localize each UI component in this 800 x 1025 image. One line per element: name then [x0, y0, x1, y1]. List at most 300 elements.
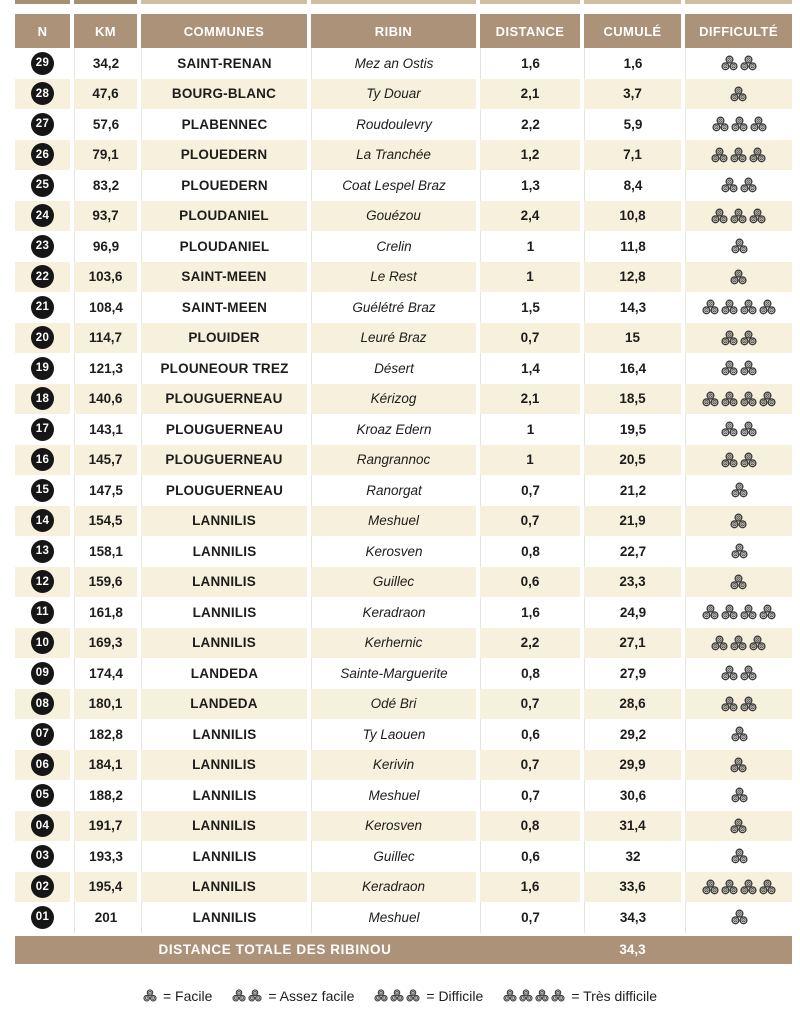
ribin-cell: Ty Douar	[311, 79, 476, 110]
row-number-badge: 06	[31, 753, 54, 776]
difficulty-cell	[685, 262, 792, 293]
commune-cell: BOURG-BLANC	[141, 79, 307, 110]
commune-cell: LANNILIS	[141, 628, 307, 659]
legend-label: = Assez facile	[268, 987, 355, 1004]
distance-cell: 0,7	[480, 902, 580, 933]
difficulty-rating	[730, 574, 747, 590]
ribin-cell: Kerosven	[311, 536, 476, 567]
cumule-cell: 28,6	[584, 689, 681, 720]
distance-cell: 1,5	[480, 292, 580, 323]
table-row	[15, 140, 792, 171]
triskelion-icon	[740, 665, 757, 681]
km-cell: 147,5	[74, 475, 137, 506]
row-number-cell	[15, 872, 70, 903]
triskelion-icon	[759, 879, 776, 895]
triskelion-icon	[731, 238, 748, 254]
ribin-cell: Le Rest	[311, 262, 476, 293]
row-number-cell	[15, 658, 70, 689]
strip-cell	[15, 0, 70, 4]
distance-cell: 0,7	[480, 475, 580, 506]
table-row	[15, 719, 792, 750]
row-number-cell	[15, 475, 70, 506]
triskelion-icon	[759, 391, 776, 407]
row-number-cell	[15, 445, 70, 476]
triskelion-icon	[712, 116, 729, 132]
commune-cell: LANNILIS	[141, 506, 307, 537]
row-number-cell	[15, 79, 70, 110]
commune-cell: SAINT-MEEN	[141, 292, 307, 323]
ribin-cell: Kroaz Edern	[311, 414, 476, 445]
distance-cell: 1	[480, 262, 580, 293]
commune-cell: LANDEDA	[141, 658, 307, 689]
difficulty-rating	[702, 391, 776, 407]
table-row	[15, 506, 792, 537]
difficulty-cell	[685, 780, 792, 811]
cumule-cell: 15	[584, 323, 681, 354]
row-number-badge: 28	[31, 82, 54, 105]
legend-item	[232, 988, 354, 1004]
cumule-cell: 1,6	[584, 48, 681, 79]
commune-cell: LANNILIS	[141, 780, 307, 811]
triskelion-icon	[711, 147, 728, 163]
ribin-cell: Kerhernic	[311, 628, 476, 659]
difficulty-cell	[685, 506, 792, 537]
triskelion-icon	[721, 696, 738, 712]
table-row	[15, 750, 792, 781]
table-row	[15, 475, 792, 506]
row-number-badge: 23	[31, 235, 54, 258]
table-row	[15, 658, 792, 689]
legend-label: = Très difficile	[571, 987, 658, 1004]
table-row	[15, 689, 792, 720]
difficulty-rating	[721, 177, 757, 193]
row-number-cell	[15, 231, 70, 262]
ribin-cell: Meshuel	[311, 506, 476, 537]
triskelion-icon	[731, 909, 748, 925]
row-number-badge: 16	[31, 448, 54, 471]
difficulty-rating	[711, 635, 766, 651]
cropped-row-strip	[15, 0, 792, 4]
km-cell: 182,8	[74, 719, 137, 750]
table-row	[15, 48, 792, 79]
row-number-cell	[15, 750, 70, 781]
commune-cell: LANNILIS	[141, 872, 307, 903]
triskelion-icon	[731, 482, 748, 498]
distance-cell: 1,3	[480, 170, 580, 201]
triskelion-icon	[503, 989, 517, 1002]
distance-cell: 1,4	[480, 353, 580, 384]
difficulty-rating	[731, 787, 748, 803]
difficulty-rating	[143, 989, 157, 1002]
cumule-cell: 5,9	[584, 109, 681, 140]
ribinou-distance-table	[15, 0, 792, 964]
footer-total-value: 34,3	[619, 942, 646, 957]
table-row	[15, 872, 792, 903]
difficulty-cell	[685, 902, 792, 933]
table-row	[15, 292, 792, 323]
row-number-badge: 20	[31, 326, 54, 349]
distance-cell: 1	[480, 414, 580, 445]
cumule-cell: 23,3	[584, 567, 681, 598]
table-row	[15, 231, 792, 262]
row-number-badge: 14	[31, 509, 54, 532]
ribin-cell: Gouézou	[311, 201, 476, 232]
distance-cell: 0,7	[480, 750, 580, 781]
cumule-cell: 7,1	[584, 140, 681, 171]
distance-cell: 0,6	[480, 567, 580, 598]
cumule-cell: 29,9	[584, 750, 681, 781]
cumule-cell: 27,1	[584, 628, 681, 659]
row-number-cell	[15, 48, 70, 79]
difficulty-rating	[730, 269, 747, 285]
triskelion-icon	[740, 879, 757, 895]
cumule-cell: 11,8	[584, 231, 681, 262]
ribin-cell: Guillec	[311, 841, 476, 872]
cumule-cell: 29,2	[584, 719, 681, 750]
difficulty-cell	[685, 231, 792, 262]
triskelion-icon	[740, 330, 757, 346]
row-number-badge: 29	[31, 52, 54, 75]
km-cell: 34,2	[74, 48, 137, 79]
triskelion-icon	[721, 421, 738, 437]
triskelion-icon	[232, 989, 246, 1002]
difficulty-cell	[685, 292, 792, 323]
triskelion-icon	[749, 635, 766, 651]
distance-cell: 1,6	[480, 597, 580, 628]
commune-cell: LANNILIS	[141, 567, 307, 598]
ribin-cell: Odé Bri	[311, 689, 476, 720]
triskelion-icon	[721, 665, 738, 681]
km-cell: 193,3	[74, 841, 137, 872]
difficulty-rating	[721, 330, 757, 346]
commune-cell: PLOUGUERNEAU	[141, 414, 307, 445]
row-number-badge: 10	[31, 631, 54, 654]
row-number-cell	[15, 170, 70, 201]
distance-cell: 2,4	[480, 201, 580, 232]
distance-cell: 2,2	[480, 628, 580, 659]
commune-cell: LANDEDA	[141, 689, 307, 720]
header-km: KM	[74, 14, 137, 48]
row-number-cell	[15, 353, 70, 384]
triskelion-icon	[721, 55, 738, 71]
table-row	[15, 445, 792, 476]
table-row	[15, 780, 792, 811]
row-number-badge: 02	[31, 875, 54, 898]
row-number-badge: 24	[31, 204, 54, 227]
difficulty-cell	[685, 750, 792, 781]
difficulty-rating	[503, 989, 565, 1002]
triskelion-icon	[731, 116, 748, 132]
km-cell: 195,4	[74, 872, 137, 903]
difficulty-rating	[731, 726, 748, 742]
commune-cell: SAINT-RENAN	[141, 48, 307, 79]
commune-cell: PLOUNEOUR TREZ	[141, 353, 307, 384]
km-cell: 143,1	[74, 414, 137, 445]
triskelion-icon	[730, 574, 747, 590]
row-number-cell	[15, 262, 70, 293]
table-row	[15, 414, 792, 445]
row-number-cell	[15, 567, 70, 598]
commune-cell: LANNILIS	[141, 536, 307, 567]
ribin-cell: Coat Lespel Braz	[311, 170, 476, 201]
row-number-badge: 27	[31, 113, 54, 136]
legend-item	[503, 988, 657, 1004]
row-number-cell	[15, 292, 70, 323]
ribin-cell: Keradraon	[311, 872, 476, 903]
triskelion-icon	[740, 391, 757, 407]
km-cell: 140,6	[74, 384, 137, 415]
row-number-cell	[15, 506, 70, 537]
commune-cell: PLOUDANIEL	[141, 201, 307, 232]
distance-cell: 0,8	[480, 811, 580, 842]
header-cumule: CUMULÉ	[584, 14, 681, 48]
difficulty-rating	[721, 55, 757, 71]
triskelion-icon	[702, 391, 719, 407]
triskelion-icon	[721, 299, 738, 315]
difficulty-rating	[721, 665, 757, 681]
triskelion-icon	[730, 208, 747, 224]
difficulty-cell	[685, 201, 792, 232]
ribin-cell: Keradraon	[311, 597, 476, 628]
difficulty-cell	[685, 48, 792, 79]
triskelion-icon	[730, 86, 747, 102]
row-number-badge: 09	[31, 662, 54, 685]
distance-cell: 1,6	[480, 872, 580, 903]
distance-cell: 0,6	[480, 719, 580, 750]
triskelion-icon	[730, 757, 747, 773]
commune-cell: PLABENNEC	[141, 109, 307, 140]
strip-cell	[74, 0, 137, 4]
difficulty-rating	[711, 147, 766, 163]
triskelion-icon	[519, 989, 533, 1002]
row-number-badge: 17	[31, 418, 54, 441]
ribin-cell: Guillec	[311, 567, 476, 598]
triskelion-icon	[721, 360, 738, 376]
header-difficulte: DIFFICULTÉ	[685, 14, 792, 48]
cumule-cell: 22,7	[584, 536, 681, 567]
table-body	[15, 48, 792, 933]
ribin-cell: Meshuel	[311, 780, 476, 811]
difficulty-rating	[731, 909, 748, 925]
table-header-row	[15, 14, 792, 48]
strip-cell	[480, 0, 580, 4]
km-cell: 184,1	[74, 750, 137, 781]
commune-cell: PLOUIDER	[141, 323, 307, 354]
cumule-cell: 12,8	[584, 262, 681, 293]
table-row	[15, 567, 792, 598]
difficulty-rating	[731, 482, 748, 498]
commune-cell: LANNILIS	[141, 597, 307, 628]
table-row	[15, 841, 792, 872]
distance-cell: 0,7	[480, 780, 580, 811]
triskelion-icon	[740, 55, 757, 71]
triskelion-icon	[731, 848, 748, 864]
row-number-badge: 07	[31, 723, 54, 746]
commune-cell: LANNILIS	[141, 902, 307, 933]
row-number-badge: 21	[31, 296, 54, 319]
triskelion-icon	[143, 989, 157, 1002]
distance-cell: 0,7	[480, 323, 580, 354]
table-row	[15, 109, 792, 140]
difficulty-cell	[685, 140, 792, 171]
ribin-cell: Meshuel	[311, 902, 476, 933]
table-row	[15, 262, 792, 293]
distance-cell: 1,2	[480, 140, 580, 171]
triskelion-icon	[535, 989, 549, 1002]
header-n: N	[15, 14, 70, 48]
row-number-cell	[15, 780, 70, 811]
table-row	[15, 353, 792, 384]
cumule-cell: 3,7	[584, 79, 681, 110]
triskelion-icon	[721, 391, 738, 407]
ribin-cell: La Tranchée	[311, 140, 476, 171]
ribin-cell: Leuré Braz	[311, 323, 476, 354]
cumule-cell: 14,3	[584, 292, 681, 323]
row-number-cell	[15, 597, 70, 628]
row-number-cell	[15, 719, 70, 750]
cumule-cell: 32	[584, 841, 681, 872]
km-cell: 121,3	[74, 353, 137, 384]
table-row	[15, 628, 792, 659]
cumule-cell: 21,2	[584, 475, 681, 506]
difficulty-rating	[721, 452, 757, 468]
difficulty-rating	[702, 299, 776, 315]
difficulty-cell	[685, 109, 792, 140]
table-row	[15, 902, 792, 933]
strip-cell	[141, 0, 307, 4]
triskelion-icon	[711, 208, 728, 224]
triskelion-icon	[551, 989, 565, 1002]
difficulty-cell	[685, 384, 792, 415]
difficulty-cell	[685, 689, 792, 720]
km-cell: 103,6	[74, 262, 137, 293]
ribin-cell: Roudoulevry	[311, 109, 476, 140]
triskelion-icon	[731, 787, 748, 803]
row-number-badge: 25	[31, 174, 54, 197]
difficulty-rating	[731, 543, 748, 559]
commune-cell: LANNILIS	[141, 750, 307, 781]
table-row	[15, 79, 792, 110]
cumule-cell: 34,3	[584, 902, 681, 933]
table-row	[15, 323, 792, 354]
row-number-cell	[15, 323, 70, 354]
triskelion-icon	[248, 989, 262, 1002]
difficulty-cell	[685, 872, 792, 903]
triskelion-icon	[740, 421, 757, 437]
row-number-badge: 03	[31, 845, 54, 868]
distance-cell: 0,8	[480, 658, 580, 689]
table-row	[15, 384, 792, 415]
commune-cell: PLOUGUERNEAU	[141, 445, 307, 476]
row-number-badge: 04	[31, 814, 54, 837]
difficulty-rating	[721, 360, 757, 376]
strip-cell	[311, 0, 476, 4]
cumule-cell: 24,9	[584, 597, 681, 628]
row-number-badge: 18	[31, 387, 54, 410]
row-number-badge: 11	[31, 601, 54, 624]
header-ribin: RIBIN	[311, 14, 476, 48]
triskelion-icon	[721, 330, 738, 346]
difficulty-rating	[730, 818, 747, 834]
triskelion-icon	[750, 116, 767, 132]
difficulty-cell	[685, 170, 792, 201]
km-cell: 180,1	[74, 689, 137, 720]
difficulty-rating	[730, 513, 747, 529]
difficulty-cell	[685, 658, 792, 689]
triskelion-icon	[721, 604, 738, 620]
ribin-cell: Guélétré Braz	[311, 292, 476, 323]
triskelion-icon	[390, 989, 404, 1002]
commune-cell: PLOUEDERN	[141, 170, 307, 201]
commune-cell: PLOUEDERN	[141, 140, 307, 171]
triskelion-icon	[730, 818, 747, 834]
distance-cell: 1,6	[480, 48, 580, 79]
difficulty-rating	[721, 421, 757, 437]
row-number-badge: 22	[31, 265, 54, 288]
km-cell: 114,7	[74, 323, 137, 354]
triskelion-icon	[374, 989, 388, 1002]
km-cell: 108,4	[74, 292, 137, 323]
row-number-cell	[15, 628, 70, 659]
header-distance: DISTANCE	[480, 14, 580, 48]
header-communes: COMMUNES	[141, 14, 307, 48]
commune-cell: LANNILIS	[141, 841, 307, 872]
difficulty-rating	[374, 989, 420, 1002]
triskelion-icon	[740, 452, 757, 468]
ribin-cell: Désert	[311, 353, 476, 384]
distance-cell: 2,2	[480, 109, 580, 140]
difficulty-rating	[702, 604, 776, 620]
cumule-cell: 27,9	[584, 658, 681, 689]
cumule-cell: 31,4	[584, 811, 681, 842]
difficulty-cell	[685, 567, 792, 598]
cumule-cell: 33,6	[584, 872, 681, 903]
row-number-badge: 12	[31, 570, 54, 593]
legend-label: = Difficile	[426, 987, 484, 1004]
ribin-cell: Kérizog	[311, 384, 476, 415]
km-cell: 159,6	[74, 567, 137, 598]
difficulty-cell	[685, 841, 792, 872]
difficulty-rating	[712, 116, 767, 132]
ribin-cell: Mez an Ostis	[311, 48, 476, 79]
triskelion-icon	[740, 360, 757, 376]
difficulty-cell	[685, 536, 792, 567]
table-row	[15, 597, 792, 628]
row-number-cell	[15, 384, 70, 415]
legend-item	[143, 988, 212, 1004]
ribin-cell: Crelin	[311, 231, 476, 262]
ribin-cell: Sainte-Marguerite	[311, 658, 476, 689]
km-cell: 57,6	[74, 109, 137, 140]
ribin-cell: Kerivin	[311, 750, 476, 781]
difficulty-cell	[685, 597, 792, 628]
km-cell: 145,7	[74, 445, 137, 476]
commune-cell: PLOUDANIEL	[141, 231, 307, 262]
distance-cell: 0,7	[480, 506, 580, 537]
difficulty-rating	[730, 757, 747, 773]
difficulty-cell	[685, 475, 792, 506]
km-cell: 161,8	[74, 597, 137, 628]
row-number-cell	[15, 689, 70, 720]
cumule-cell: 10,8	[584, 201, 681, 232]
row-number-cell	[15, 841, 70, 872]
triskelion-icon	[740, 696, 757, 712]
difficulty-cell	[685, 79, 792, 110]
distance-cell: 2,1	[480, 79, 580, 110]
legend-label: = Facile	[162, 987, 213, 1004]
triskelion-icon	[721, 452, 738, 468]
triskelion-icon	[702, 879, 719, 895]
